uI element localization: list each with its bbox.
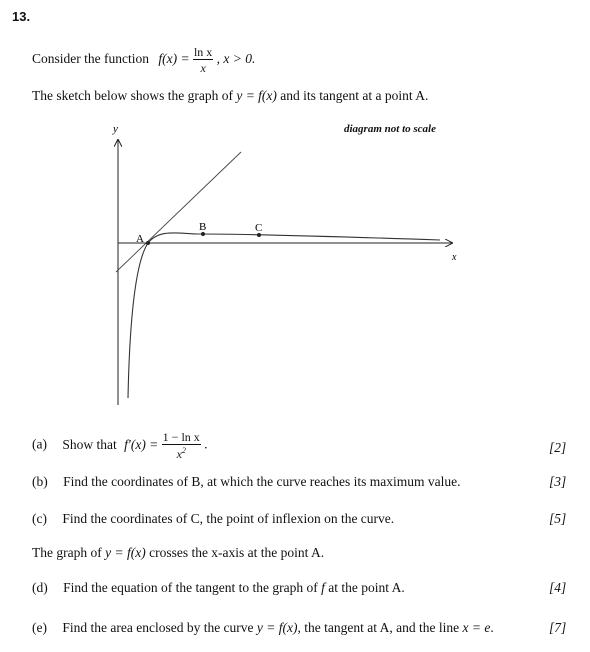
intro-consider-text: Consider the function xyxy=(32,51,149,67)
crosses-pre: The graph of xyxy=(32,545,102,560)
part-e-equation2: x = e xyxy=(462,620,491,635)
part-e-equation: y = f(x) xyxy=(256,620,298,635)
intro-function-lhs: f(x) = xyxy=(158,51,190,67)
part-d xyxy=(32,580,405,596)
part-e xyxy=(32,620,494,636)
part-c-text: Find the coordinates of C, the point of inflexion on the curve. xyxy=(62,511,395,526)
point-c-label: C xyxy=(255,222,263,234)
intro-fraction-numerator: ln x xyxy=(193,45,213,59)
tangent-line xyxy=(116,152,241,272)
part-a-denominator xyxy=(162,445,201,460)
part-b-label: (b) xyxy=(32,474,48,489)
x-axis-label: x xyxy=(452,252,457,263)
crosses-post: crosses the x-axis at the point A. xyxy=(149,545,325,560)
part-a-label: (a) xyxy=(32,436,47,452)
point-a-marker xyxy=(146,241,150,245)
part-a xyxy=(32,431,208,460)
diagram-scale-note: diagram not to scale xyxy=(344,123,436,135)
part-d-f: f xyxy=(321,580,325,595)
part-e-text1: Find the area enclosed by the curve xyxy=(62,620,254,635)
part-b-text: Find the coordinates of B, at which the curve reaches its maximum value. xyxy=(63,474,461,489)
part-a-end: . xyxy=(204,436,208,452)
point-a-label: A xyxy=(136,233,144,245)
crosses-equation: y = f(x) xyxy=(105,545,146,560)
part-d-marks: [4] xyxy=(549,580,567,595)
crosses-statement xyxy=(32,545,324,561)
part-c xyxy=(32,511,394,527)
point-b-label: B xyxy=(199,221,207,233)
part-a-den-base: x xyxy=(176,447,182,461)
part-a-marks: [2] xyxy=(549,440,567,455)
part-e-text3: . xyxy=(490,620,494,635)
sketch-pre: The sketch below shows the graph of xyxy=(32,88,233,103)
part-d-label: (d) xyxy=(32,580,48,595)
part-e-label: (e) xyxy=(32,620,47,635)
part-a-numerator: 1 − ln x xyxy=(162,430,200,444)
y-axis-label: y xyxy=(113,123,118,135)
question-number: 13. xyxy=(12,9,31,24)
part-a-pre: Show that xyxy=(62,436,117,452)
intro-domain: , x > 0. xyxy=(216,51,256,67)
part-c-marks: [5] xyxy=(549,511,567,526)
part-a-den-exp: 2 xyxy=(181,446,186,455)
part-e-marks: [7] xyxy=(549,620,567,635)
sketch-equation: y = f(x) xyxy=(236,88,277,103)
part-e-text2: , the tangent at A, and the line xyxy=(297,620,460,635)
part-b-marks: [3] xyxy=(549,474,567,489)
part-c-label: (c) xyxy=(32,511,47,526)
part-a-lhs: f′(x) = xyxy=(124,436,159,452)
part-d-text2: at the point A. xyxy=(328,580,405,595)
curve-graph xyxy=(128,233,440,398)
part-a-fraction xyxy=(162,431,201,460)
part-b xyxy=(32,474,461,490)
part-d-text1: Find the equation of the tangent to the graph of xyxy=(63,580,318,595)
sketch-post: and its tangent at a point A. xyxy=(280,88,429,103)
intro-fraction-denominator: x xyxy=(200,61,206,75)
